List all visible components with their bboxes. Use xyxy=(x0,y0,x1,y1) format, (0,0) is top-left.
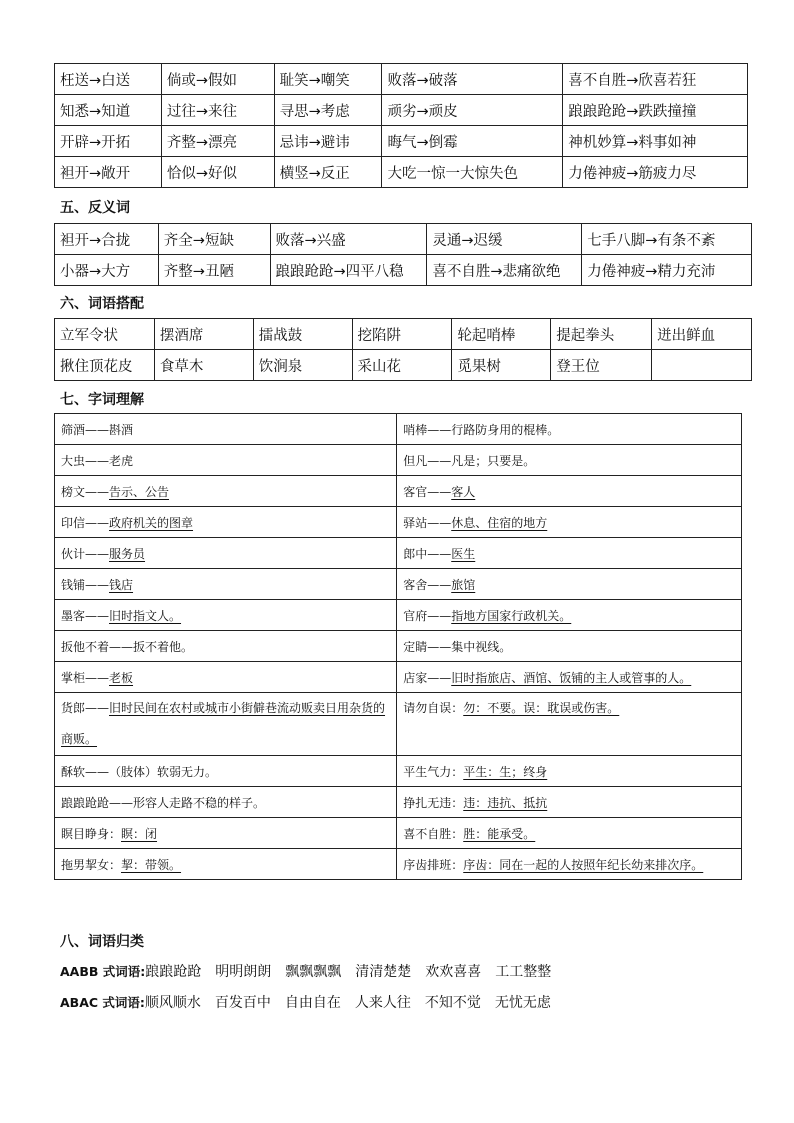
collocation-heading: 六、词语搭配 xyxy=(60,296,144,312)
aabb-line xyxy=(60,961,551,981)
collocation-cell: 挖陷阱 xyxy=(352,319,452,350)
aabb-word: 飘飘飘飘 xyxy=(285,964,342,980)
explanation-definition: 挈：带领。 xyxy=(121,857,182,872)
explanation-term: 平生气力： xyxy=(403,764,464,779)
explanation-row xyxy=(55,476,742,507)
explanation-cell xyxy=(397,631,742,662)
antonym-cell: 喜不自胜→悲痛欲绝 xyxy=(427,255,582,286)
explanation-definition: 勿：不要。误：耽误或伤害。 xyxy=(463,701,620,715)
antonym-row xyxy=(55,255,752,286)
abac-label: ABAC 式词语: xyxy=(60,995,145,1010)
explanation-term: 榜文—— xyxy=(61,484,110,499)
explanation-term: 驿站—— xyxy=(403,515,452,530)
explanation-cell xyxy=(397,756,742,787)
collocation-cell xyxy=(652,350,752,381)
explanation-definition: 旧时指旅店、酒馆、饭铺的主人或管事的人。 xyxy=(451,670,692,685)
synonym-cell: 神机妙算→料事如神 xyxy=(563,126,748,157)
antonym-cell: 败落→兴盛 xyxy=(270,224,427,255)
synonym-cell: 齐整→漂亮 xyxy=(161,126,274,157)
aabb-word: 欢欢喜喜 xyxy=(425,964,482,980)
synonym-cell: 过往→来往 xyxy=(161,95,274,126)
explanation-cell xyxy=(397,693,742,756)
explanation-cell xyxy=(55,507,397,538)
synonym-cell: 倘或→假如 xyxy=(161,64,274,95)
synonym-table xyxy=(54,63,748,188)
explanation-row xyxy=(55,693,742,756)
synonym-cell: 忌讳→避讳 xyxy=(274,126,382,157)
synonym-cell: 耻笑→嘲笑 xyxy=(274,64,382,95)
explanation-term: 扳他不着—— xyxy=(61,639,134,654)
abac-word: 不知不觉 xyxy=(424,995,481,1011)
abac-word: 自由自在 xyxy=(284,995,341,1011)
explanation-cell xyxy=(397,818,742,849)
synonym-cell: 恰似→好似 xyxy=(161,157,274,188)
explanation-definition: 客人 xyxy=(451,484,476,499)
explanation-row xyxy=(55,631,742,662)
explanation-term: 客官—— xyxy=(403,484,452,499)
explanation-row xyxy=(55,507,742,538)
explanation-term: 瞑目睁身： xyxy=(61,826,122,841)
explanation-definition: 违：违抗、抵抗 xyxy=(463,795,548,810)
collocation-cell: 立军令状 xyxy=(55,319,155,350)
explanation-definition: 瞑：闭 xyxy=(121,826,158,841)
explanation-term: 郎中—— xyxy=(403,546,452,561)
explanation-row xyxy=(55,600,742,631)
explanation-table xyxy=(54,413,742,880)
explanation-definition: 老虎 xyxy=(109,453,134,468)
explanation-definition: 旅馆 xyxy=(451,577,476,592)
abac-word: 百发百中 xyxy=(214,995,271,1011)
explanation-term: 踉踉跄跄—— xyxy=(61,795,134,810)
collocation-cell: 提起拳头 xyxy=(551,319,652,350)
explanation-definition: 政府机关的图章 xyxy=(109,515,194,530)
synonym-cell: 横竖→反正 xyxy=(274,157,382,188)
synonym-cell: 败落→破落 xyxy=(382,64,563,95)
explanation-cell xyxy=(397,787,742,818)
explanation-cell xyxy=(55,600,397,631)
synonym-cell: 顽劣→顽皮 xyxy=(382,95,563,126)
explanation-definition: 指地方国家行政机关。 xyxy=(451,608,572,623)
explanation-definition: 旧时民间在农村或城市小街僻巷流动贩卖日用杂货的商贩。 xyxy=(61,701,386,746)
antonym-table xyxy=(54,223,752,286)
collocation-cell: 采山花 xyxy=(352,350,452,381)
abac-word: 无忧无虑 xyxy=(494,995,551,1011)
antonym-cell: 力倦神疲→精力充沛 xyxy=(582,255,752,286)
explanation-term: 哨棒—— xyxy=(403,422,452,437)
explanation-row xyxy=(55,787,742,818)
synonym-cell: 知悉→知道 xyxy=(55,95,162,126)
explanation-row xyxy=(55,818,742,849)
synonym-row xyxy=(55,157,748,188)
explanation-row xyxy=(55,849,742,880)
antonym-cell: 踉踉跄跄→四平八稳 xyxy=(270,255,427,286)
aabb-word: 明明朗朗 xyxy=(215,964,272,980)
explanation-row xyxy=(55,445,742,476)
explanation-term: 酥软—— xyxy=(61,764,110,779)
explanation-cell xyxy=(55,476,397,507)
explanation-term: 墨客—— xyxy=(61,608,110,623)
explanation-definition: （肢体）软弱无力。 xyxy=(109,764,218,779)
synonym-cell: 寻思→考虑 xyxy=(274,95,382,126)
explanation-cell xyxy=(397,445,742,476)
antonym-cell: 小器→大方 xyxy=(55,255,159,286)
abac-line xyxy=(60,992,551,1012)
explanation-cell xyxy=(55,818,397,849)
explanation-definition: 旧时指文人。 xyxy=(109,608,182,623)
synonym-cell: 晦气→倒霉 xyxy=(382,126,563,157)
classification-heading: 八、词语归类 xyxy=(60,934,144,950)
explanation-cell xyxy=(55,849,397,880)
explanation-definition: 医生 xyxy=(451,546,476,561)
antonym-cell: 袒开→合拢 xyxy=(55,224,159,255)
explanation-definition: 扳不着他。 xyxy=(133,639,194,654)
synonym-row xyxy=(55,64,748,95)
synonym-cell: 枉送→白送 xyxy=(55,64,162,95)
explanation-cell xyxy=(55,414,397,445)
synonym-cell: 袒开→敞开 xyxy=(55,157,162,188)
synonym-cell: 开辟→开拓 xyxy=(55,126,162,157)
explanation-definition: 服务员 xyxy=(109,546,146,561)
collocation-cell: 迸出鲜血 xyxy=(652,319,752,350)
explanation-term: 货郎—— xyxy=(61,701,110,715)
explanation-definition: 胜：能承受。 xyxy=(463,826,536,841)
antonym-cell: 七手八脚→有条不紊 xyxy=(582,224,752,255)
collocation-cell: 登王位 xyxy=(551,350,652,381)
collocation-cell: 轮起哨棒 xyxy=(452,319,551,350)
explanation-term: 掌柜—— xyxy=(61,670,110,685)
collocation-cell: 揪住顶花皮 xyxy=(55,350,155,381)
explanation-cell xyxy=(397,414,742,445)
aabb-label: AABB 式词语: xyxy=(60,964,146,979)
explanation-row xyxy=(55,569,742,600)
explanation-cell xyxy=(55,569,397,600)
explanation-definition: 钱店 xyxy=(109,577,134,592)
explanation-definition: 斟酒 xyxy=(109,422,134,437)
synonym-cell: 大吃一惊一大惊失色 xyxy=(382,157,563,188)
explanation-cell xyxy=(55,631,397,662)
explanation-cell xyxy=(397,538,742,569)
explanation-cell xyxy=(55,756,397,787)
explanation-term: 序齿排班： xyxy=(403,857,464,872)
collocation-cell: 擂战鼓 xyxy=(253,319,352,350)
synonym-row xyxy=(55,95,748,126)
explanation-definition: 老板 xyxy=(109,670,134,685)
collocation-cell: 食草木 xyxy=(154,350,253,381)
explanation-term: 挣扎无违： xyxy=(403,795,464,810)
aabb-word: 工工整整 xyxy=(495,964,552,980)
explanation-row xyxy=(55,756,742,787)
explanation-term: 官府—— xyxy=(403,608,452,623)
explanation-definition: 平生：生；终身 xyxy=(463,764,548,779)
explanation-cell xyxy=(55,787,397,818)
explanation-term: 请勿自误： xyxy=(403,701,464,715)
collocation-row xyxy=(55,350,752,381)
explanation-cell xyxy=(397,600,742,631)
explanation-term: 伙计—— xyxy=(61,546,110,561)
explanation-term: 大虫—— xyxy=(61,453,110,468)
abac-word: 顺风顺水 xyxy=(144,995,201,1011)
collocation-table xyxy=(54,318,752,381)
explanation-definition: 行路防身用的棍棒。 xyxy=(451,422,560,437)
explanation-definition: 告示、公告 xyxy=(109,484,170,499)
synonym-row xyxy=(55,126,748,157)
antonym-cell: 灵通→迟缓 xyxy=(427,224,582,255)
explanation-cell xyxy=(55,693,397,756)
collocation-row xyxy=(55,319,752,350)
explanation-cell xyxy=(397,569,742,600)
synonym-cell: 喜不自胜→欣喜若狂 xyxy=(563,64,748,95)
antonym-cell: 齐整→丑陋 xyxy=(158,255,270,286)
synonym-cell: 力倦神疲→筋疲力尽 xyxy=(563,157,748,188)
explanation-term: 店家—— xyxy=(403,670,452,685)
collocation-cell: 觅果树 xyxy=(452,350,551,381)
explanation-cell xyxy=(55,662,397,693)
collocation-cell: 摆酒席 xyxy=(154,319,253,350)
explanation-row xyxy=(55,662,742,693)
explanation-term: 客舍—— xyxy=(403,577,452,592)
abac-word: 人来人往 xyxy=(354,995,411,1011)
explanation-heading: 七、字词理解 xyxy=(60,392,144,408)
explanation-row xyxy=(55,538,742,569)
explanation-cell xyxy=(55,538,397,569)
explanation-term: 但凡—— xyxy=(403,453,452,468)
explanation-definition: 集中视线。 xyxy=(451,639,512,654)
explanation-definition: 休息、住宿的地方 xyxy=(451,515,548,530)
explanation-term: 定睛—— xyxy=(403,639,452,654)
aabb-word: 清清楚楚 xyxy=(355,964,412,980)
collocation-cell: 饮涧泉 xyxy=(253,350,352,381)
explanation-cell xyxy=(397,507,742,538)
explanation-row xyxy=(55,414,742,445)
explanation-cell xyxy=(397,476,742,507)
antonym-row xyxy=(55,224,752,255)
synonym-cell: 踉踉跄跄→跌跌撞撞 xyxy=(563,95,748,126)
antonym-cell: 齐全→短缺 xyxy=(158,224,270,255)
explanation-term: 拖男挈女： xyxy=(61,857,122,872)
explanation-cell xyxy=(55,445,397,476)
explanation-definition: 形容人走路不稳的样子。 xyxy=(133,795,266,810)
antonym-heading: 五、反义词 xyxy=(60,200,130,216)
explanation-cell xyxy=(397,662,742,693)
aabb-word: 踉踉跄跄 xyxy=(145,964,202,980)
explanation-term: 筛酒—— xyxy=(61,422,110,437)
explanation-term: 喜不自胜： xyxy=(403,826,464,841)
explanation-definition: 凡是；只要是。 xyxy=(451,453,536,468)
explanation-term: 印信—— xyxy=(61,515,110,530)
explanation-cell xyxy=(397,849,742,880)
explanation-term: 钱铺—— xyxy=(61,577,110,592)
explanation-definition: 序齿：同在一起的人按照年纪长幼来排次序。 xyxy=(463,857,704,872)
